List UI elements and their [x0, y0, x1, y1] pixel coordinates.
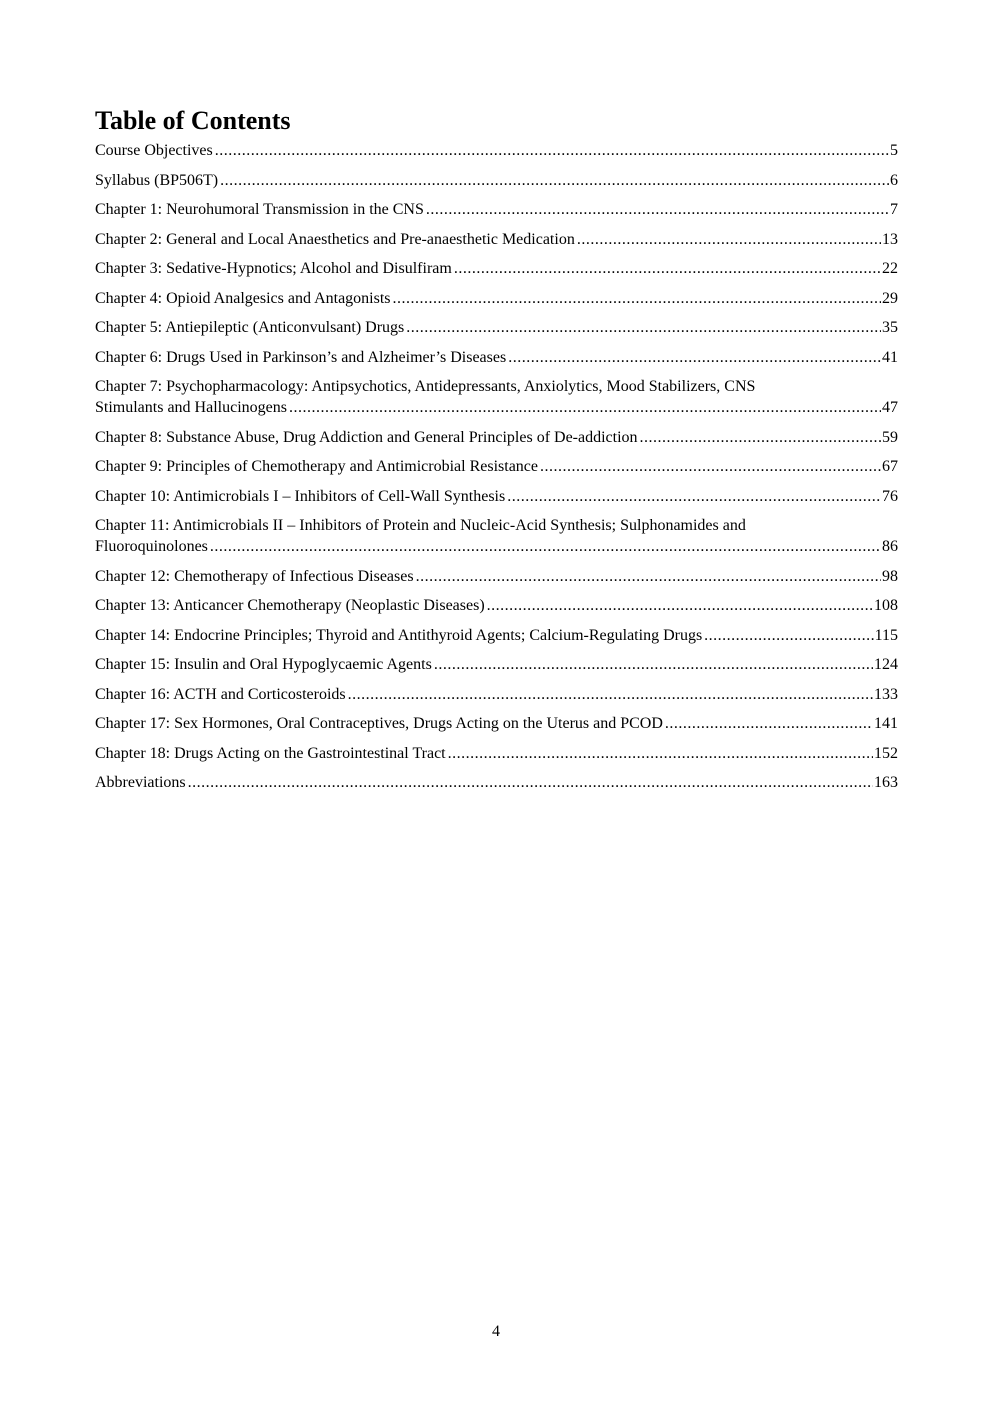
toc-entry-page: 67: [882, 458, 898, 475]
toc-entry[interactable]: [95, 170, 898, 191]
toc-entry[interactable]: [95, 199, 898, 220]
toc-leader-dots: [487, 595, 873, 616]
toc-entry-label: Chapter 13: Anticancer Chemotherapy (Neoplastic Diseases): [95, 597, 485, 614]
toc-entry-label: Chapter 5: Antiepileptic (Anticonvulsant) Drugs: [95, 319, 405, 336]
toc-leader-dots: [704, 625, 873, 646]
toc-entry-page: 7: [890, 201, 898, 218]
toc-leader-dots: [508, 347, 881, 368]
toc-entry-page: 108: [874, 597, 898, 614]
toc-leader-dots: [406, 317, 881, 338]
toc-entry[interactable]: [95, 288, 898, 309]
toc-entry-page: 141: [874, 715, 898, 732]
toc-leader-dots: [210, 536, 881, 557]
toc-entry-label: Syllabus (BP506T): [95, 171, 219, 189]
toc-entry[interactable]: [95, 317, 898, 338]
toc-leader-dots: [426, 199, 889, 220]
toc-leader-dots: [188, 772, 873, 793]
toc-leader-dots: [348, 684, 873, 705]
toc-entry-label: Chapter 1: Neurohumoral Transmission in the CNS: [95, 201, 424, 218]
toc-entry[interactable]: [95, 140, 898, 161]
toc-leader-dots: [507, 486, 881, 507]
toc-leader-dots: [215, 140, 889, 161]
toc-leader-dots: [454, 258, 881, 279]
toc-entry-label: Chapter 16: ACTH and Corticosteroids: [95, 685, 346, 703]
toc-entry[interactable]: [95, 743, 898, 764]
toc-entry-page: 29: [882, 289, 898, 307]
toc-entry-page: 76: [882, 487, 898, 505]
toc-leader-dots: [289, 397, 881, 418]
toc-leader-dots: [416, 566, 881, 587]
toc-entry-label: Chapter 8: Substance Abuse, Drug Addiction and General Principles of De-addiction: [95, 428, 638, 446]
toc-entry-label: Course Objectives: [95, 142, 213, 159]
toc-leader-dots: [220, 170, 889, 191]
toc-entry[interactable]: [95, 713, 898, 734]
toc-entry[interactable]: [95, 684, 898, 705]
toc-entry-page: 133: [874, 685, 898, 703]
toc-leader-dots: [577, 229, 881, 250]
toc-entry-label: Chapter 17: Sex Hormones, Oral Contraceptives, Drugs Acting on the Uterus and PCOD: [95, 715, 663, 732]
toc-entry-page: 22: [882, 260, 898, 277]
toc-entry[interactable]: [95, 654, 898, 675]
toc-entry[interactable]: [95, 772, 898, 793]
toc-entry[interactable]: [95, 515, 898, 557]
toc-entry-page: 6: [890, 171, 898, 189]
toc-entry-label: Chapter 18: Drugs Acting on the Gastrointestinal Tract: [95, 744, 446, 762]
toc-entry-label: Chapter 6: Drugs Used in Parkinson’s and Alzheimer’s Diseases: [95, 348, 507, 366]
page-number: 4: [492, 1323, 500, 1340]
toc-entry[interactable]: [95, 595, 898, 616]
toc-entry-label: Chapter 10: Antimicrobials I – Inhibitors of Cell-Wall Synthesis: [95, 487, 506, 505]
toc-list: [95, 140, 898, 793]
toc-entry-label: Chapter 14: Endocrine Principles; Thyroid and Antithyroid Agents; Calcium-Regulating Drugs: [95, 626, 703, 644]
toc-entry-label: Chapter 4: Opioid Analgesics and Antagonists: [95, 289, 391, 307]
toc-entry[interactable]: [95, 566, 898, 587]
toc-entry-page: 5: [890, 142, 898, 159]
toc-leader-dots: [665, 713, 873, 734]
toc-entry-page: 59: [882, 428, 898, 446]
document-page: [95, 104, 898, 802]
toc-leader-dots: [540, 456, 881, 477]
toc-entry-label: Chapter 15: Insulin and Oral Hypoglycaemic Agents: [95, 656, 432, 673]
toc-entry[interactable]: [95, 229, 898, 250]
toc-entry-page: 98: [882, 567, 898, 585]
toc-entry-label: Stimulants and Hallucinogens: [95, 399, 287, 416]
toc-entry-label: Abbreviations: [95, 774, 186, 791]
toc-leader-dots: [640, 427, 881, 448]
toc-entry-page: 35: [882, 319, 898, 336]
toc-entry-label: Fluoroquinolones: [95, 538, 208, 555]
toc-entry-label: Chapter 3: Sedative-Hypnotics; Alcohol and Disulfiram: [95, 260, 452, 277]
toc-entry[interactable]: [95, 456, 898, 477]
toc-entry-label-line1: Chapter 7: Psychopharmacology: Antipsychotics, Antidepressants, Anxiolytics, Mood Stabilizers, CNS: [95, 378, 756, 395]
toc-leader-dots: [434, 654, 873, 675]
toc-entry[interactable]: [95, 486, 898, 507]
toc-entry-page: 163: [874, 774, 898, 791]
toc-entry-label-line1: Chapter 11: Antimicrobials II – Inhibitors of Protein and Nucleic-Acid Synthesis; Sulphonamides and: [95, 517, 746, 534]
toc-entry-page: 115: [874, 626, 898, 644]
toc-entry-page: 47: [882, 399, 898, 416]
toc-entry-label: Chapter 12: Chemotherapy of Infectious Diseases: [95, 567, 414, 585]
toc-entry-label: Chapter 9: Principles of Chemotherapy and Antimicrobial Resistance: [95, 458, 539, 475]
toc-entry[interactable]: [95, 347, 898, 368]
toc-entry[interactable]: [95, 376, 898, 418]
toc-entry-page: 152: [874, 744, 898, 762]
toc-entry-page: 41: [882, 348, 898, 366]
toc-entry[interactable]: [95, 258, 898, 279]
toc-entry[interactable]: [95, 625, 898, 646]
toc-entry-page: 124: [874, 656, 898, 673]
toc-leader-dots: [393, 288, 881, 309]
toc-entry-label: Chapter 2: General and Local Anaesthetics and Pre-anaesthetic Medication: [95, 230, 575, 248]
toc-leader-dots: [448, 743, 873, 764]
toc-entry-page: 86: [882, 538, 898, 555]
toc-entry-page: 13: [882, 230, 898, 248]
toc-title: Table of Contents: [95, 106, 291, 135]
toc-entry[interactable]: [95, 427, 898, 448]
